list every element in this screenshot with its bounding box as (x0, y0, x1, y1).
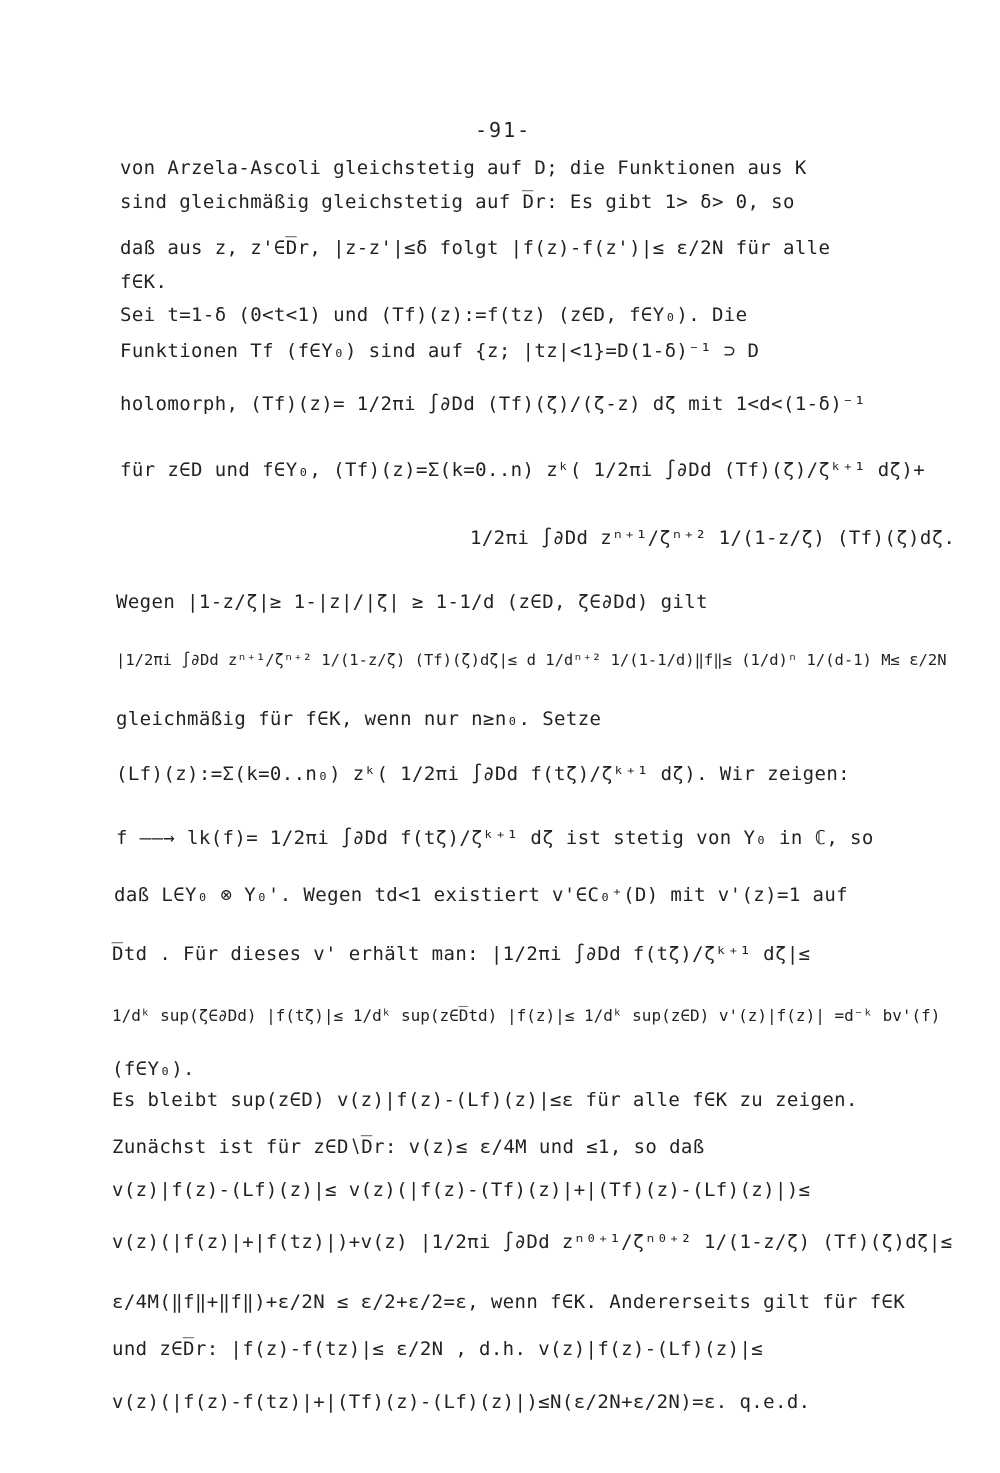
text-line-4: f∈K. (120, 271, 168, 293)
equation-line-25: v(z)(|f(z)-f(tz)|+|(Tf)(z)-(Lf)(z)|)≤N(ε/2N+ε/2N)=ε. q.e.d. (112, 1391, 811, 1413)
equation-line-11: |1/2πi ∫∂Dd zⁿ⁺¹/ζⁿ⁺² 1/(1-z/ζ) (Tf)(ζ)dζ|≤ d 1/dⁿ⁺² 1/(1-1/d)‖f‖≤ (1/d)ⁿ 1/(d-1) M≤ ε/2N (116, 651, 947, 669)
text-line-10: Wegen |1-z/ζ|≥ 1-|z|/|ζ| ≥ 1-1/d (z∈D, ζ∈∂Dd) gilt (116, 591, 708, 613)
equation-line-7: holomorph, (Tf)(z)= 1/2πi ∫∂Dd (Tf)(ζ)/(ζ-z) dζ mit 1<d<(1-δ)⁻¹ (120, 393, 866, 415)
text-line-15: daß L∈Y₀ ⊗ Y₀'. Wegen td<1 existiert v'∈C₀⁺(D) mit v'(z)=1 auf (114, 884, 849, 906)
equation-line-13: (Lf)(z):=Σ(k=0..n₀) zᵏ( 1/2πi ∫∂Dd f(tζ)/ζᵏ⁺¹ dζ). Wir zeigen: (116, 763, 851, 785)
text-line-12: gleichmäßig für f∈K, wenn nur n≥n₀. Setze (116, 708, 602, 730)
text-line-23: ε/4M(‖f‖+‖f‖)+ε/2N ≤ ε/2+ε/2=ε, wenn f∈K. Andererseits gilt für f∈K (112, 1291, 906, 1313)
page-number: -91- (475, 118, 532, 142)
equation-line-14: f ——→ lk(f)= 1/2πi ∫∂Dd f(tζ)/ζᵏ⁺¹ dζ ist stetig von Y₀ in ℂ, so (116, 827, 874, 849)
text-line-3: daß aus z, z'∈D̅r, |z-z'|≤δ folgt |f(z)-f(z')|≤ ε/2N für alle (120, 237, 831, 259)
text-line-6: Funktionen Tf (f∈Y₀) sind auf {z; |tz|<1}=D(1-δ)⁻¹ ⊃ D (120, 340, 760, 362)
equation-line-17: 1/dᵏ sup(ζ∈∂Dd) |f(tζ)|≤ 1/dᵏ sup(z∈D̅td) |f(z)|≤ 1/dᵏ sup(z∈D) v'(z)|f(z)| =d⁻ᵏ bv'(f) (112, 1006, 941, 1025)
equation-line-22: v(z)(|f(z)|+|f(tz)|)+v(z) |1/2πi ∫∂Dd zⁿ⁰⁺¹/ζⁿ⁰⁺² 1/(1-z/ζ) (Tf)(ζ)dζ|≤ (112, 1231, 953, 1253)
text-line-5: Sei t=1-δ (0<t<1) und (Tf)(z):=f(tz) (z∈D, f∈Y₀). Die (120, 304, 748, 326)
text-line-2: sind gleichmäßig gleichstetig auf D̅r: Es gibt 1> δ> 0, so (120, 191, 795, 213)
equation-line-16: D̅td . Für dieses v' erhält man: |1/2πi ∫∂Dd f(tζ)/ζᵏ⁺¹ dζ|≤ (112, 943, 811, 965)
text-line-18: (f∈Y₀). (112, 1058, 195, 1080)
equation-line-8: für z∈D und f∈Y₀, (Tf)(z)=Σ(k=0..n) zᵏ( 1/2πi ∫∂Dd (Tf)(ζ)/ζᵏ⁺¹ dζ)+ (120, 459, 926, 481)
text-line-24: und z∈D̅r: |f(z)-f(tz)|≤ ε/2N , d.h. v(z)|f(z)-(Lf)(z)|≤ (112, 1338, 764, 1360)
equation-line-9: 1/2πi ∫∂Dd zⁿ⁺¹/ζⁿ⁺² 1/(1-z/ζ) (Tf)(ζ)dζ. (470, 527, 956, 549)
equation-line-21: v(z)|f(z)-(Lf)(z)|≤ v(z)(|f(z)-(Tf)(z)|+|(Tf)(z)-(Lf)(z)|)≤ (112, 1179, 811, 1201)
text-line-20: Zunächst ist für z∈D∖D̅r: v(z)≤ ε/4M und ≤1, so daß (112, 1136, 705, 1158)
text-line-1: von Arzela-Ascoli gleichstetig auf D; die Funktionen aus K (120, 157, 807, 179)
text-line-19: Es bleibt sup(z∈D) v(z)|f(z)-(Lf)(z)|≤ε für alle f∈K zu zeigen. (112, 1089, 858, 1111)
